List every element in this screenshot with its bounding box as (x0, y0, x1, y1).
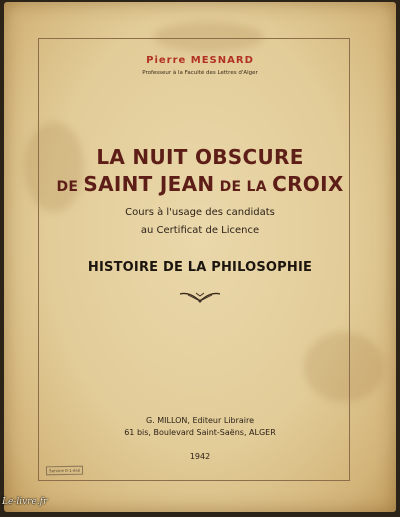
title-text: LA NUIT OBSCURE (96, 145, 304, 169)
author-affiliation: Professeur à la Faculté des Lettres d'Alger (142, 70, 258, 76)
publication-year: 1942 (189, 452, 211, 461)
book-title-line-1 (0, 145, 400, 169)
title-croix: CROIX (272, 172, 344, 196)
book-title-line-2 (0, 172, 400, 196)
author-name: Pierre MESNARD (146, 55, 254, 66)
title-de: DE (56, 179, 84, 195)
title-saint-jean: SAINT JEAN (83, 172, 215, 196)
publisher-address: 61 bis, Boulevard Saint-Saëns, ALGER (124, 428, 276, 437)
subtitle-line-2: au Certificat de Licence (140, 225, 260, 236)
subtitle-line-1: Cours à l'usage des candidats (125, 207, 275, 218)
watermark: Le-livre.fr (2, 497, 48, 507)
series-title: HISTOIRE DE LA PHILOSOPHIE (87, 260, 313, 275)
service-stamp: Service 0-1-ésé (46, 466, 83, 476)
title-de-la: DE LA (214, 179, 273, 195)
publisher-name: G. MILLON, Editeur Libraire (145, 416, 255, 425)
fleuron-ornament-icon (178, 290, 222, 304)
